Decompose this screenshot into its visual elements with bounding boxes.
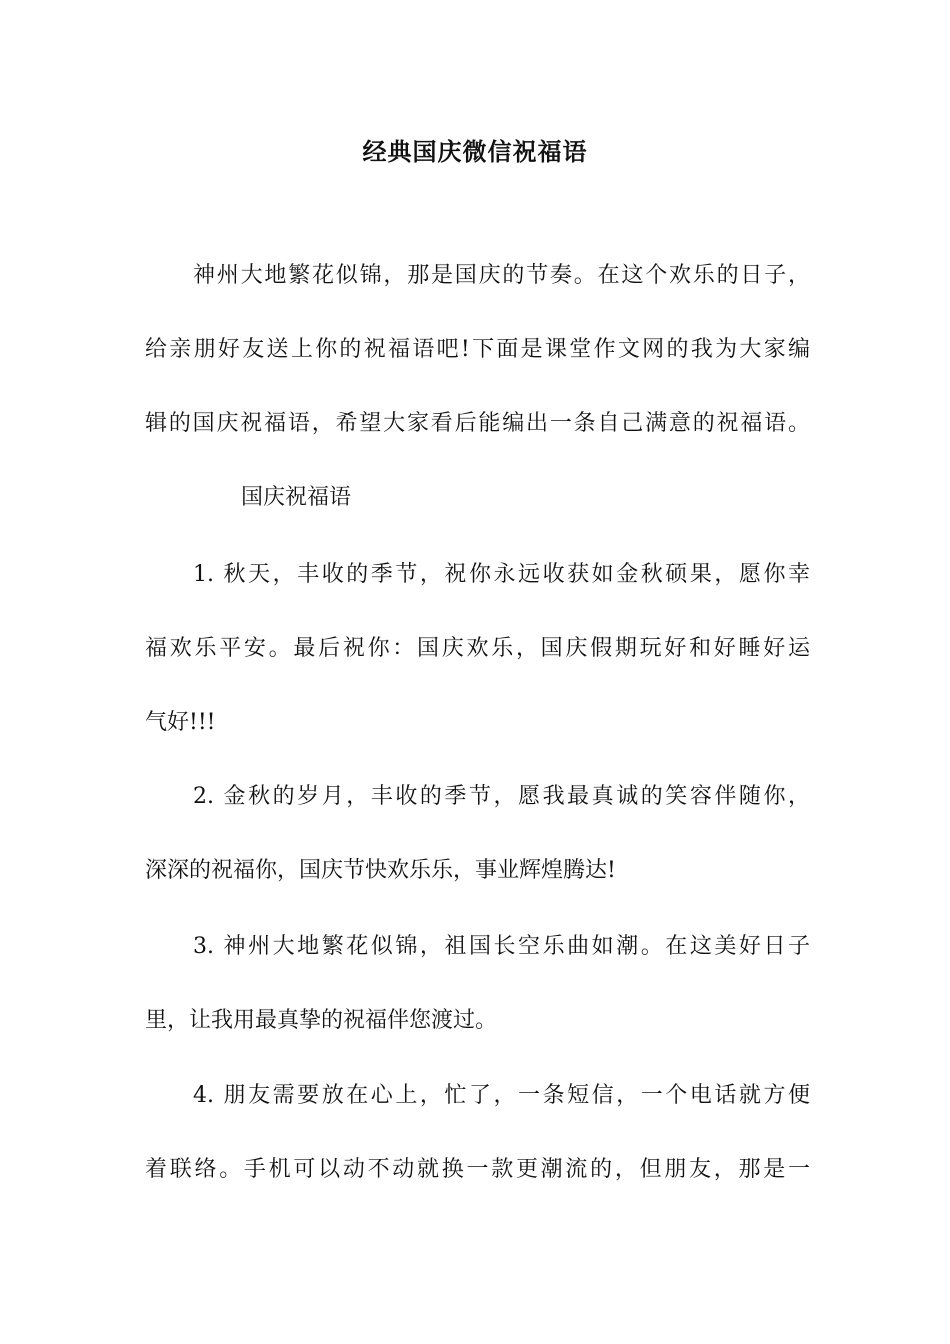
section-heading: 国庆祝福语 — [241, 485, 352, 510]
item-4-line-2: 着联络。手机可以动不动就换一款更潮流的，但朋友，那是一 — [145, 1157, 810, 1182]
item-1-line-2: 福欢乐平安。最后祝你：国庆欢乐，国庆假期玩好和好睡好运 — [145, 636, 810, 661]
document-title: 经典国庆微信祝福语 — [362, 137, 588, 166]
item-1-line-3: 气好!!! — [145, 710, 216, 735]
intro-line-1: 神州大地繁花似锦，那是国庆的节奏。在这个欢乐的日子， — [193, 263, 810, 288]
intro-line-3: 辑的国庆祝福语，希望大家看后能编出一条自己满意的祝福语。 — [145, 411, 810, 436]
item-3-line-1: 3. 神州大地繁花似锦，祖国长空乐曲如潮。在这美好日子 — [193, 934, 810, 959]
intro-line-2: 给亲朋好友送上你的祝福语吧!下面是课堂作文网的我为大家编 — [145, 337, 810, 362]
item-2-line-1: 2. 金秋的岁月，丰收的季节，愿我最真诚的笑容伴随你， — [193, 784, 810, 809]
item-2-line-2: 深深的祝福你，国庆节快欢乐乐，事业辉煌腾达! — [145, 858, 616, 883]
item-4-line-1: 4. 朋友需要放在心上，忙了，一条短信，一个电话就方便 — [193, 1083, 810, 1108]
item-1-line-1: 1. 秋天，丰收的季节，祝你永远收获如金秋硕果，愿你幸 — [193, 562, 810, 587]
item-3-line-2: 里，让我用最真挚的祝福伴您渡过。 — [145, 1008, 498, 1033]
